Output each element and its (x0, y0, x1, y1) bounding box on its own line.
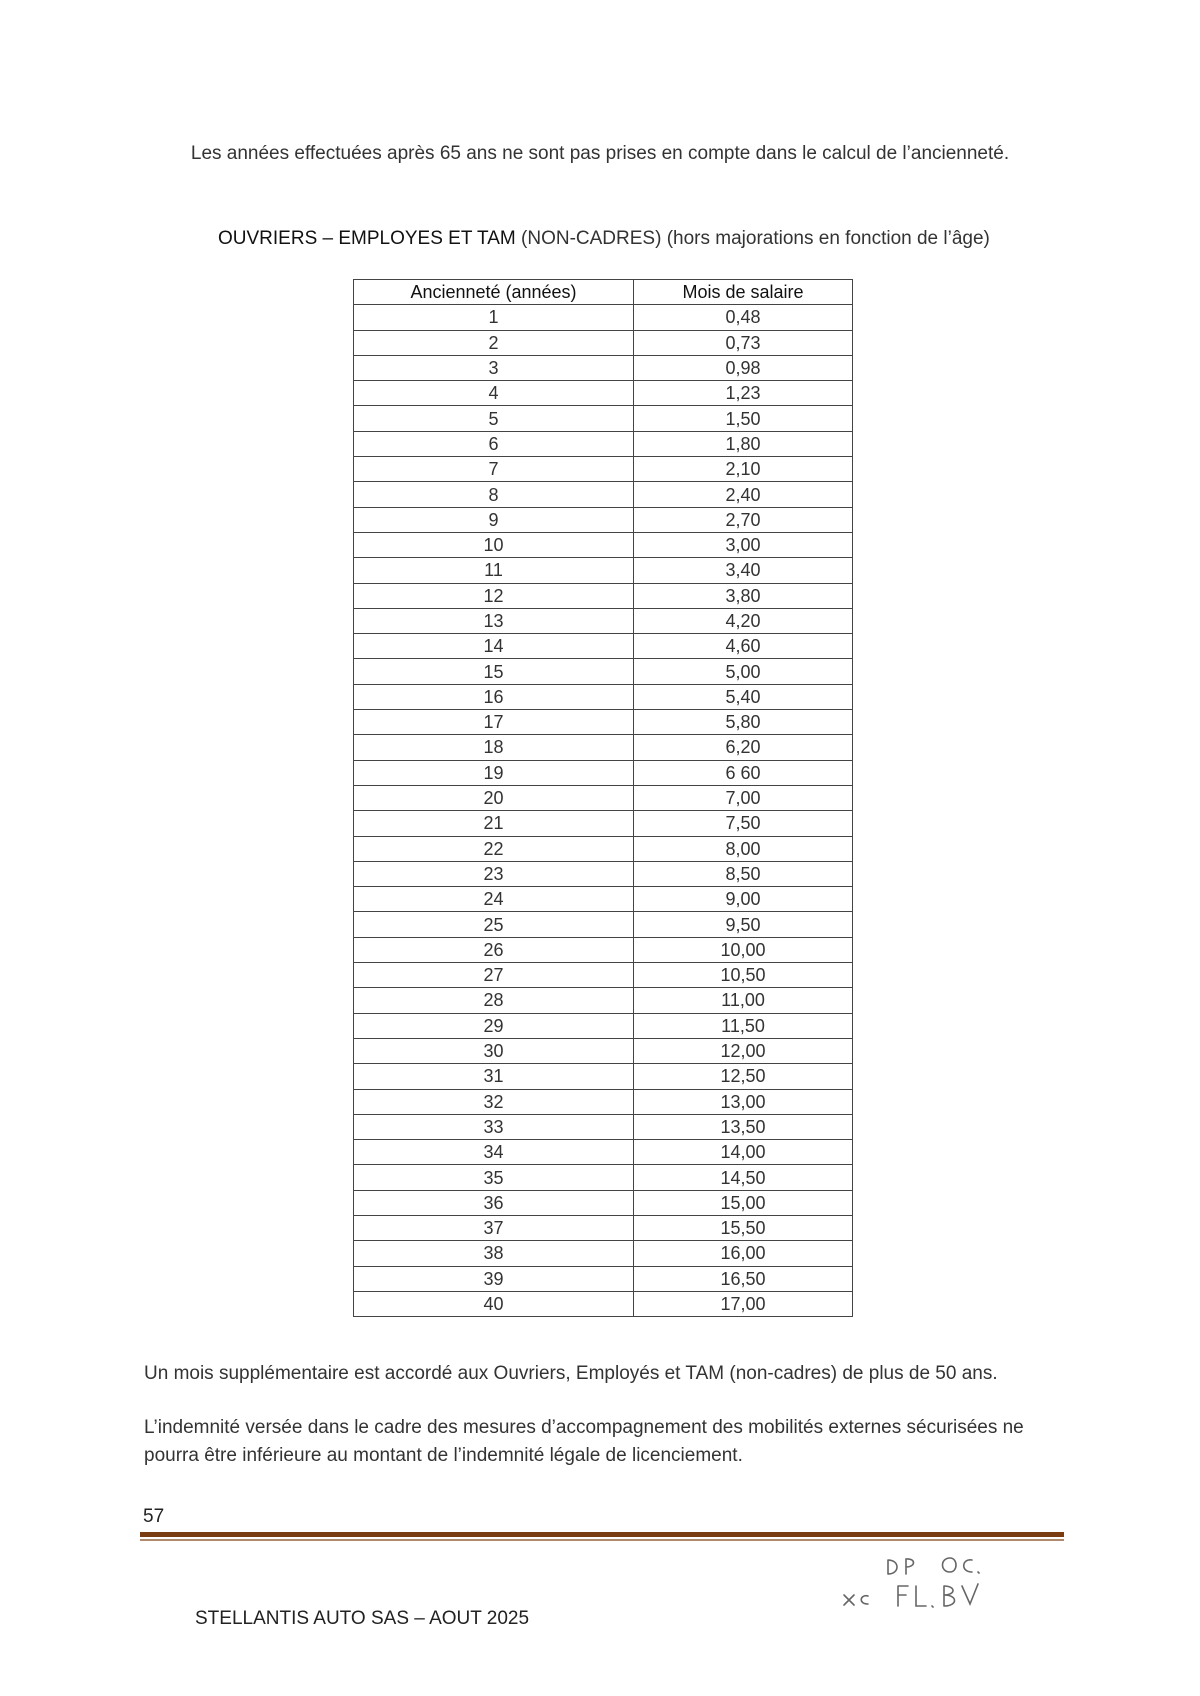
seniority-years-cell: 15 (354, 659, 634, 684)
table-row (354, 1190, 853, 1215)
seniority-years-cell: 8 (354, 482, 634, 507)
seniority-years-cell: 33 (354, 1114, 634, 1139)
seniority-years-cell: 21 (354, 811, 634, 836)
salary-months-cell: 1,80 (634, 431, 853, 456)
seniority-years-cell: 2 (354, 330, 634, 355)
salary-months-cell: 14,50 (634, 1165, 853, 1190)
salary-months-cell: 16,50 (634, 1266, 853, 1291)
seniority-years-cell: 1 (354, 305, 634, 330)
seniority-years-cell: 12 (354, 583, 634, 608)
seniority-years-cell: 22 (354, 836, 634, 861)
seniority-years-cell: 38 (354, 1241, 634, 1266)
seniority-years-cell: 18 (354, 735, 634, 760)
salary-months-cell: 11,00 (634, 988, 853, 1013)
seniority-years-cell: 34 (354, 1140, 634, 1165)
salary-months-cell: 2,70 (634, 507, 853, 532)
salary-months-cell: 12,50 (634, 1064, 853, 1089)
table-row (354, 507, 853, 532)
salary-months-cell: 0,73 (634, 330, 853, 355)
salary-months-cell: 5,00 (634, 659, 853, 684)
seniority-years-cell: 10 (354, 532, 634, 557)
table-row (354, 912, 853, 937)
table-row (354, 988, 853, 1013)
salary-months-cell: 13,50 (634, 1114, 853, 1139)
table-row (354, 735, 853, 760)
table-row (354, 608, 853, 633)
salary-months-cell: 6,20 (634, 735, 853, 760)
salary-months-cell: 7,50 (634, 811, 853, 836)
column-header-salary-months: Mois de salaire (634, 280, 853, 305)
salary-months-cell: 14,00 (634, 1140, 853, 1165)
salary-months-cell: 0,48 (634, 305, 853, 330)
table-row (354, 659, 853, 684)
paragraph-indemnity: L’indemnité versée dans le cadre des mesures d’accompagnement des mobilités externes sécurisées ne pourra être inférieure au montant de l’indemnité légale de licenciement. (144, 1417, 1024, 1466)
seniority-years-cell: 5 (354, 406, 634, 431)
table-row (354, 431, 853, 456)
table-row (354, 305, 853, 330)
seniority-years-cell: 9 (354, 507, 634, 532)
salary-months-cell: 4,20 (634, 608, 853, 633)
table-row (354, 760, 853, 785)
seniority-years-cell: 28 (354, 988, 634, 1013)
column-header-seniority: Ancienneté (années) (354, 280, 634, 305)
salary-months-cell: 6 60 (634, 760, 853, 785)
seniority-years-cell: 27 (354, 963, 634, 988)
seniority-years-cell: 20 (354, 785, 634, 810)
table-row (354, 1038, 853, 1063)
table-row (354, 558, 853, 583)
table-row (354, 355, 853, 380)
table-row (354, 684, 853, 709)
seniority-years-cell: 26 (354, 937, 634, 962)
table-row (354, 811, 853, 836)
seniority-years-cell: 7 (354, 457, 634, 482)
seniority-years-cell: 16 (354, 684, 634, 709)
salary-months-cell: 2,40 (634, 482, 853, 507)
salary-months-cell: 9,00 (634, 887, 853, 912)
table-row (354, 532, 853, 557)
handwritten-initials-signature (826, 1548, 1006, 1624)
salary-months-cell: 1,23 (634, 381, 853, 406)
salary-months-cell: 8,50 (634, 861, 853, 886)
table-row (354, 1089, 853, 1114)
seniority-years-cell: 25 (354, 912, 634, 937)
page-number: 57 (143, 1506, 165, 1527)
table-row (354, 1013, 853, 1038)
table-header-row (354, 280, 853, 305)
table-row (354, 887, 853, 912)
salary-months-cell: 9,50 (634, 912, 853, 937)
seniority-years-cell: 40 (354, 1291, 634, 1316)
table-row (354, 937, 853, 962)
seniority-years-cell: 37 (354, 1215, 634, 1240)
salary-months-cell: 12,00 (634, 1038, 853, 1063)
table-row (354, 861, 853, 886)
table-heading-strong: OUVRIERS – EMPLOYES ET TAM (218, 228, 516, 249)
table-row (354, 457, 853, 482)
table-heading-rest: (NON-CADRES) (hors majorations en fonction de l’âge) (515, 228, 990, 249)
footer-rule (140, 1532, 1064, 1537)
table-row (354, 406, 853, 431)
seniority-years-cell: 4 (354, 381, 634, 406)
salary-months-cell: 7,00 (634, 785, 853, 810)
salary-months-cell: 3,00 (634, 532, 853, 557)
table-row (354, 1114, 853, 1139)
salary-months-cell: 3,40 (634, 558, 853, 583)
table-row (354, 1241, 853, 1266)
seniority-table (353, 279, 853, 1317)
seniority-years-cell: 23 (354, 861, 634, 886)
table-row (354, 1215, 853, 1240)
salary-months-cell: 10,50 (634, 963, 853, 988)
table-body (354, 305, 853, 1317)
salary-months-cell: 0,98 (634, 355, 853, 380)
salary-months-cell: 15,00 (634, 1190, 853, 1215)
seniority-years-cell: 32 (354, 1089, 634, 1114)
seniority-years-cell: 6 (354, 431, 634, 456)
salary-months-cell: 5,40 (634, 684, 853, 709)
seniority-years-cell: 11 (354, 558, 634, 583)
seniority-years-cell: 29 (354, 1013, 634, 1038)
seniority-years-cell: 24 (354, 887, 634, 912)
seniority-years-cell: 39 (354, 1266, 634, 1291)
salary-months-cell: 2,10 (634, 457, 853, 482)
seniority-years-cell: 13 (354, 608, 634, 633)
table-row (354, 1064, 853, 1089)
table-row (354, 710, 853, 735)
paragraph-extra-month: Un mois supplémentaire est accordé aux Ouvriers, Employés et TAM (non-cadres) de plus de 50 ans. (144, 1363, 998, 1384)
salary-months-cell: 4,60 (634, 634, 853, 659)
table-row (354, 1165, 853, 1190)
table-row (354, 583, 853, 608)
table-row (354, 381, 853, 406)
table-row (354, 330, 853, 355)
seniority-years-cell: 17 (354, 710, 634, 735)
salary-months-cell: 16,00 (634, 1241, 853, 1266)
salary-months-cell: 5,80 (634, 710, 853, 735)
table-row (354, 482, 853, 507)
salary-months-cell: 8,00 (634, 836, 853, 861)
salary-months-cell: 17,00 (634, 1291, 853, 1316)
table-row (354, 1140, 853, 1165)
footer-rule-thin (140, 1539, 1064, 1541)
table-row (354, 785, 853, 810)
salary-months-cell: 10,00 (634, 937, 853, 962)
salary-months-cell: 3,80 (634, 583, 853, 608)
salary-months-cell: 15,50 (634, 1215, 853, 1240)
table-row (354, 836, 853, 861)
seniority-years-cell: 19 (354, 760, 634, 785)
seniority-years-cell: 35 (354, 1165, 634, 1190)
seniority-years-cell: 36 (354, 1190, 634, 1215)
table-row (354, 963, 853, 988)
intro-text: Les années effectuées après 65 ans ne sont pas prises en compte dans le calcul de l’ancienneté. (190, 143, 1010, 164)
table-row (354, 1291, 853, 1316)
salary-months-cell: 11,50 (634, 1013, 853, 1038)
salary-months-cell: 1,50 (634, 406, 853, 431)
table-row (354, 634, 853, 659)
table-heading (218, 228, 990, 250)
seniority-years-cell: 30 (354, 1038, 634, 1063)
seniority-years-cell: 14 (354, 634, 634, 659)
salary-months-cell: 13,00 (634, 1089, 853, 1114)
seniority-years-cell: 3 (354, 355, 634, 380)
seniority-years-cell: 31 (354, 1064, 634, 1089)
document-footer: STELLANTIS AUTO SAS – AOUT 2025 (195, 1608, 530, 1629)
table-row (354, 1266, 853, 1291)
